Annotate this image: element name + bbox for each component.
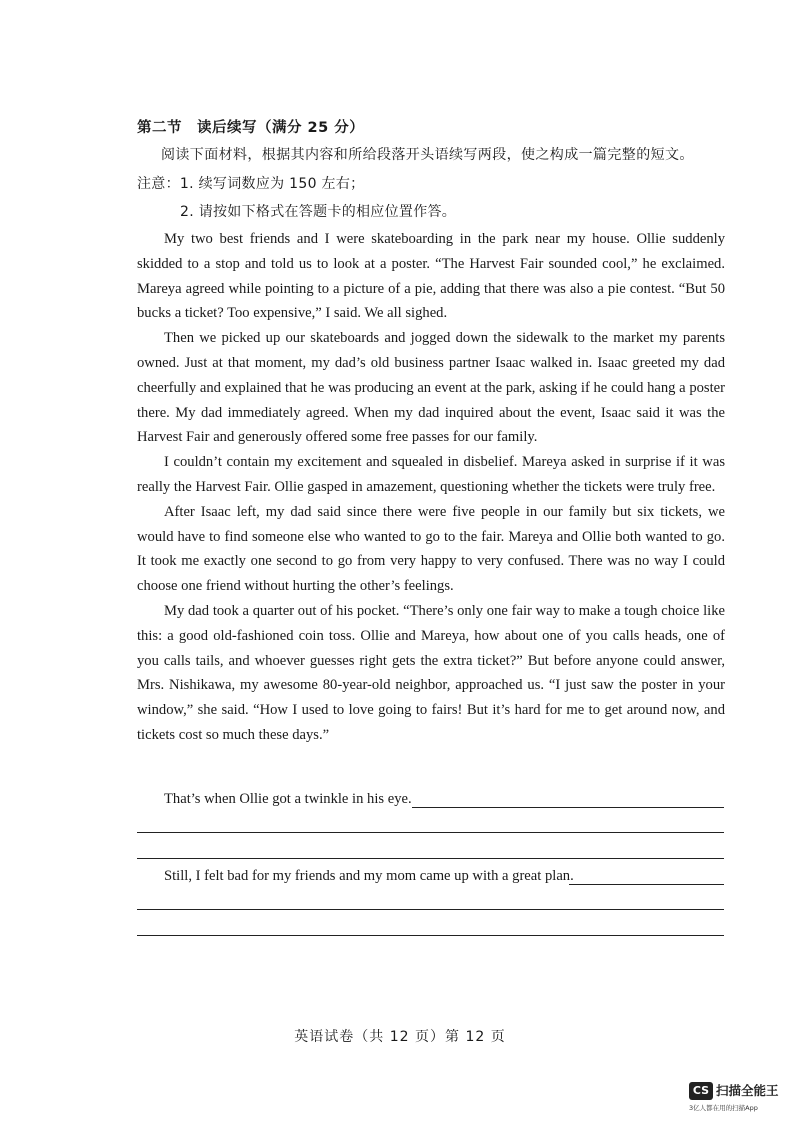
answer-line xyxy=(137,935,724,936)
instruction-text: 阅读下面材料，根据其内容和所给段落开头语续写两段，使之构成一篇完整的短文。 xyxy=(161,147,694,163)
reading-passage xyxy=(137,227,725,748)
passage-paragraph-4: After Isaac left, my dad said since there were five people in our family but six tickets, we would have to find someone else who wanted to go to the fair. Mareya and Ollie both wanted to go. It took me exactly one second to go from very happy to very confused. There was no way I could choose one friend without hurting the other’s feelings. xyxy=(137,503,725,595)
continuation-prompt-2: Still, I felt bad for my friends and my mom came up with a great plan. xyxy=(164,868,574,884)
page-footer: 英语试卷（共 12 页）第 12 页 xyxy=(294,1029,506,1045)
note-answer-format: 2. 请按如下格式在答题卡的相应位置作答。 xyxy=(180,204,457,220)
passage-paragraph-1: My two best friends and I were skateboarding in the park near my house. Ollie suddenly skidded to a stop and told us to look at a poster. “The Harvest Fair sounded cool,” he exclaimed. Mareya agreed while pointing to a picture of a pie, adding that there was also a pie contest. “But 50 bucks a ticket? Too expensive,” I said. We all sighed. xyxy=(137,231,725,322)
passage-paragraph-5: My dad took a quarter out of his pocket. “There’s only one fair way to make a tough choice like this: a good old-fashioned coin toss. Ollie and Mareya, how about one of you calls heads, one of you calls tails, and whoever guesses right gets the extra ticket?” But before anyone could answer, Mrs. Nishikawa, my awesome 80-year-old neighbor, approached us. “I just saw the poster in your window,” she said. “How I used to love going to fairs! But it’s hard for me to get around now, and tickets cost so much these days.” xyxy=(137,602,725,743)
passage-paragraph-3: I couldn’t contain my excitement and squealed in disbelief. Mareya asked in surprise if it was really the Harvest Fair. Ollie gasped in amazement, questioning whether the tickets were truly free. xyxy=(137,454,725,495)
camscanner-logo-icon: CS xyxy=(689,1082,713,1100)
passage-paragraph-2: Then we picked up our skateboards and jogged down the sidewalk to the market my parents owned. Just at that moment, my dad’s old business partner Isaac walked in. Isaac greeted my dad cheerfully and explained that he was producing an event at the park, asking if he could hang a poster there. My dad immediately agreed. When my dad inquired about the event, Isaac said it was the Harvest Fair and generously offered some free passes for our family. xyxy=(137,330,725,446)
section-title: 第二节 读后续写（满分 25 分） xyxy=(137,120,365,136)
continuation-prompt-1: That’s when Ollie got a twinkle in his eye. xyxy=(164,791,412,807)
watermark-tagline: 3亿人都在用的扫描App xyxy=(689,1104,758,1112)
answer-line xyxy=(137,909,724,910)
answer-line xyxy=(569,884,724,885)
answer-line xyxy=(137,832,724,833)
note-word-count: 注意：1. 续写词数应为 150 左右； xyxy=(137,176,365,192)
answer-line xyxy=(412,807,724,808)
answer-line xyxy=(137,858,724,859)
watermark-app-name: 扫描全能王 xyxy=(716,1083,779,1098)
